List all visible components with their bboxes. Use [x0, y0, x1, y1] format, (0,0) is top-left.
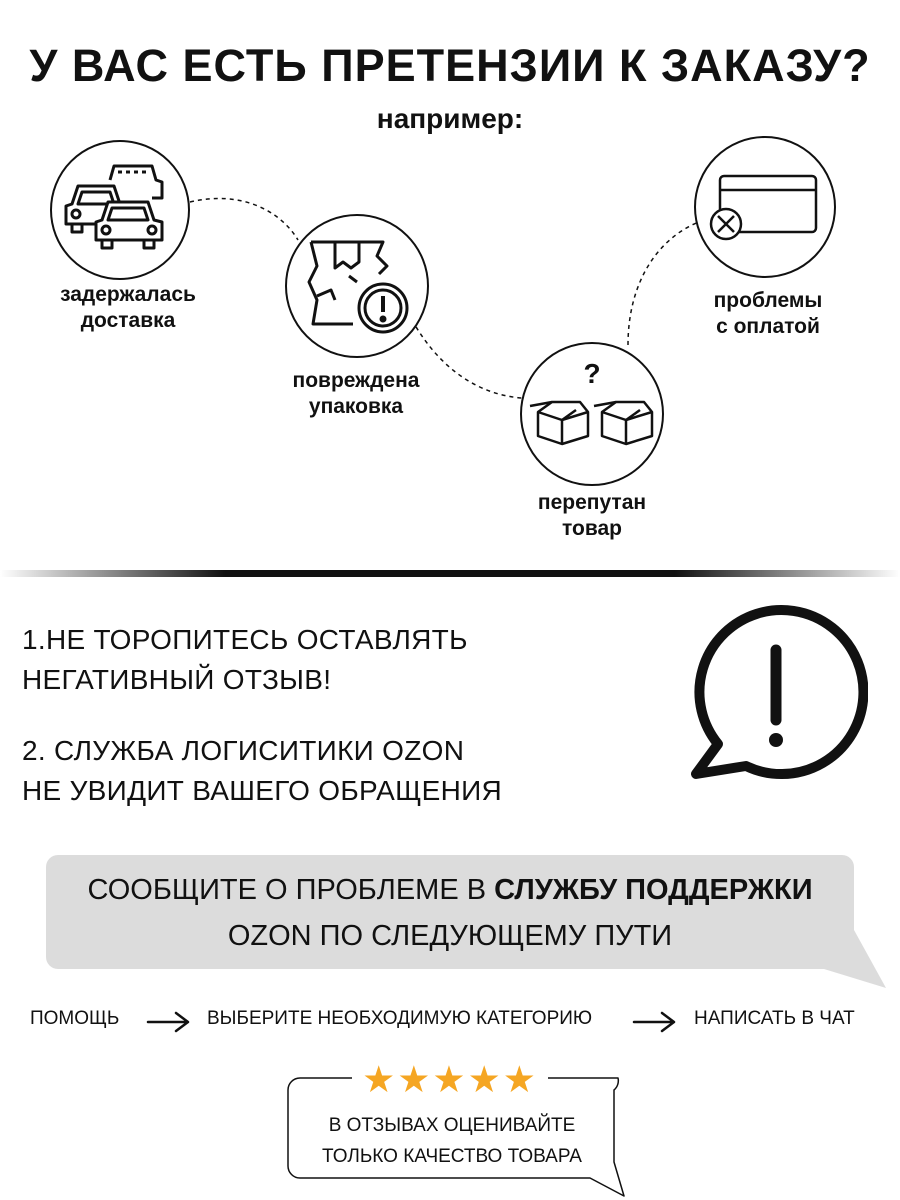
- arrow-right-icon: [632, 1011, 678, 1033]
- question-mark: ?: [583, 358, 601, 389]
- mixed-item-circle: [520, 342, 664, 486]
- damaged-box-icon: [287, 216, 427, 356]
- page-title: У ВАС ЕСТЬ ПРЕТЕНЗИИ К ЗАКАЗУ?: [29, 40, 871, 91]
- path-step-chat: НАПИСАТЬ В ЧАТ: [694, 1008, 855, 1029]
- label-mixed-item: перепутан товар: [537, 491, 647, 540]
- rating-stars: ★★★★★: [352, 1058, 548, 1101]
- exclamation-speech-bubble-icon: [686, 604, 868, 784]
- delivery-delay-circle: [50, 140, 190, 280]
- arrow-right-icon: [146, 1011, 192, 1033]
- warning-point-1: 1.НЕ ТОРОПИТЕСЬ ОСТАВЛЯТЬ НЕГАТИВНЫЙ ОТЗЫВ!: [22, 624, 468, 695]
- page-subtitle: например:: [376, 103, 524, 134]
- warning-point-2: 2. СЛУЖБА ЛОГИСИТИКИ OZON НЕ УВИДИТ ВАШЕГО ОБРАЩЕНИЯ: [22, 735, 503, 806]
- damaged-package-circle: [285, 214, 429, 358]
- label-payment-problem: проблемы с оплатой: [713, 289, 823, 338]
- support-text: СООБЩИТЕ О ПРОБЛЕМЕ В СЛУЖБУ ПОДДЕРЖКИ OZON ПО СЛЕДУЮЩЕМУ ПУТИ: [87, 874, 813, 952]
- card-error-icon: [696, 138, 834, 276]
- path-step-category: ВЫБЕРИТЕ НЕОБХОДИМУЮ КАТЕГОРИЮ: [207, 1008, 593, 1029]
- section-divider: [0, 570, 900, 577]
- label-damaged-package: повреждена упаковка: [292, 369, 420, 418]
- review-advice: В ОТЗЫВАХ ОЦЕНИВАЙТЕ ТОЛЬКО КАЧЕСТВО ТОВАРА: [322, 1115, 582, 1167]
- label-delivery-delay: задержалась доставка: [60, 283, 196, 332]
- traffic-cars-icon: [52, 142, 188, 278]
- path-step-help: ПОМОЩЬ: [30, 1008, 120, 1029]
- mixed-boxes-icon: [522, 344, 662, 484]
- payment-problem-circle: [694, 136, 836, 278]
